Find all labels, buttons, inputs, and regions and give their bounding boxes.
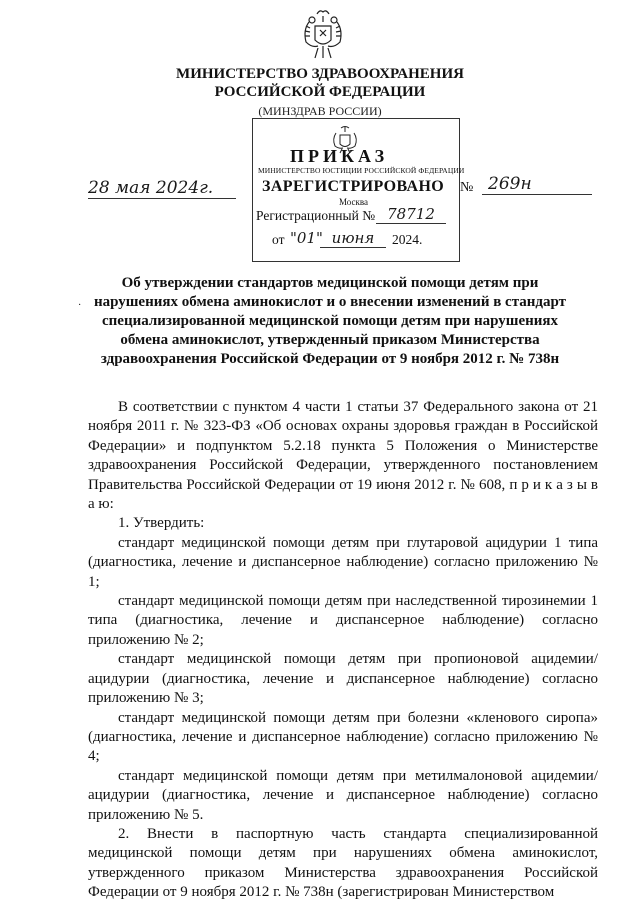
coat-of-arms-emblem xyxy=(300,8,346,64)
registration-month: июня xyxy=(320,229,386,248)
standard-paragraph-4: стандарт медицинской помощи детям при болезни «кленового сиропа» (диагностика, лечение и диспансерное наблюдение) согласно приложению № 4; xyxy=(88,709,598,765)
margin-dot: · xyxy=(78,300,82,311)
ministry-short-name: (МИНЗДРАВ РОССИИ) xyxy=(258,104,382,118)
item-1-heading: 1. Утвердить: xyxy=(118,515,205,532)
order-date: 28 мая 2024г. xyxy=(88,178,236,199)
registration-day: "01" xyxy=(290,229,323,247)
order-number: 269н xyxy=(482,174,592,195)
registered-label: ЗАРЕГИСТРИРОВАНО xyxy=(262,178,445,195)
registration-number-value: 78712 xyxy=(376,205,446,224)
registration-date-prefix: от xyxy=(272,232,285,247)
standard-paragraph-5: стандарт медицинской помощи детям при метилмалоновой ацидемии/ацидурии (диагностика, лечение и диспансерное наблюдение) согласно приложению № 5. xyxy=(88,767,598,823)
registration-number-label: Регистрационный № xyxy=(256,208,376,223)
ministry-justice-label: МИНИСТЕРСТВО ЮСТИЦИИ РОССИЙСКОЙ ФЕДЕРАЦИИ xyxy=(258,166,465,175)
standard-paragraph-2: стандарт медицинской помощи детям при наследственной тирозинемии 1 типа (диагностика, лечение и диспансерное наблюдение) согласно приложению № 2; xyxy=(88,593,598,648)
doc-type-title: ПРИКАЗ xyxy=(290,146,389,166)
preamble-paragraph: В соответствии с пунктом 4 части 1 статьи 37 Федерального закона от 21 ноября 2011 г. № 323-ФЗ «Об основах охраны здоровья граждан в Российской Федерации» и подпунктом 5.2.18 пункта 5 Положения о Министерстве здравоохранения Российской Федерации, утвержденного постановлением Правительства Российской Федерации от 19 июня 2012 г. № 608, п р и к а з ы в а ю: xyxy=(88,399,598,513)
standard-paragraph-1: стандарт медицинской помощи детям при глутаровой ацидурии 1 типа (диагностика, лечение и диспансерное наблюдение) согласно приложению № 1; xyxy=(88,534,598,590)
document-title: Об утверждении стандартов медицинской помощи детям при нарушениях обмена аминокислот и о внесении изменений в стандарт специализированной медицинской помощи детям при нарушениях обмена аминокислот, утвержденный приказом Министерства здравоохранения Российской Федерации от 9 ноября 2012 г. № 738н xyxy=(93,275,567,367)
registration-year: 2024. xyxy=(392,232,423,247)
standard-paragraph-3: стандарт медицинской помощи детям при пропионовой ацидемии/ацидурии (диагностика, лечение и диспансерное наблюдение) согласно приложению № 3; xyxy=(88,651,598,707)
stamp-city: Москва xyxy=(339,197,368,207)
item-2-paragraph: 2. Внести в паспортную часть стандарта специализированной медицинской помощи детям при нарушениях обмена аминокислот, утвержденного приказом Министерства здравоохранения Российской Федерации от 9 ноября 2012 г. № 738н (зарегистрирован Министерством xyxy=(88,825,598,901)
ministry-name-line2: РОССИЙСКОЙ ФЕДЕРАЦИИ xyxy=(214,84,426,100)
document-body xyxy=(88,398,598,903)
ministry-name-line1: МИНИСТЕРСТВО ЗДРАВООХРАНЕНИЯ xyxy=(176,66,464,82)
order-number-label: № xyxy=(460,180,474,195)
